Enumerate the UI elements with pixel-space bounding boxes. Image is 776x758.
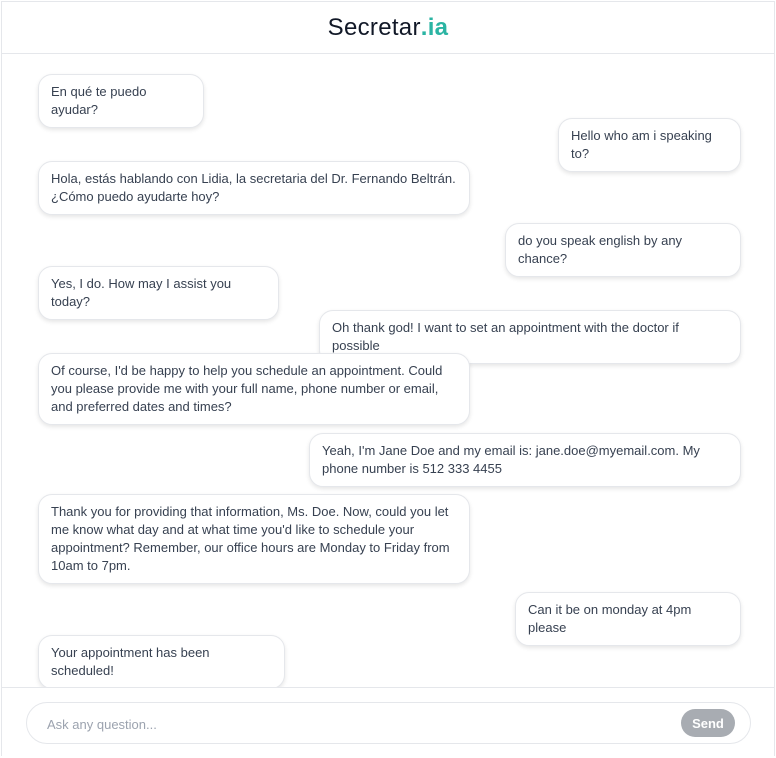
send-button[interactable]: Send (681, 709, 735, 737)
brand-accent: .ia (420, 13, 449, 41)
assistant-message: Hola, estás hablando con Lidia, la secretaria del Dr. Fernando Beltrán. ¿Cómo puedo ayudarte hoy? (38, 161, 470, 215)
message-list[interactable] (2, 54, 774, 687)
composer (26, 702, 751, 744)
assistant-message: Your appointment has been scheduled! (38, 635, 285, 689)
user-message: do you speak english by any chance? (505, 223, 741, 277)
brand-logo (328, 14, 449, 42)
user-message: Oh thank god! I want to set an appointment with the doctor if possible (319, 310, 741, 364)
user-message: Yeah, I'm Jane Doe and my email is: jane.doe@myemail.com. My phone number is 512 333 4455 (309, 433, 741, 487)
assistant-message: Thank you for providing that information, Ms. Doe. Now, could you let me know what day and at what time you'd like to schedule your appointment? Remember, our office hours are Monday to Friday from 10am to 7pm. (38, 494, 470, 584)
assistant-message: En qué te puedo ayudar? (38, 74, 204, 128)
brand-name: Secretar (327, 13, 421, 41)
user-message: Can it be on monday at 4pm please (515, 592, 741, 646)
chat-app (1, 1, 775, 756)
assistant-message: Yes, I do. How may I assist you today? (38, 266, 279, 320)
app-header (2, 2, 774, 54)
question-input[interactable] (45, 713, 669, 735)
assistant-message: Of course, I'd be happy to help you schedule an appointment. Could you please provide me with your full name, phone number or email, and preferred dates and times? (38, 353, 470, 425)
composer-bar (2, 687, 774, 758)
user-message: Hello who am i speaking to? (558, 118, 741, 172)
